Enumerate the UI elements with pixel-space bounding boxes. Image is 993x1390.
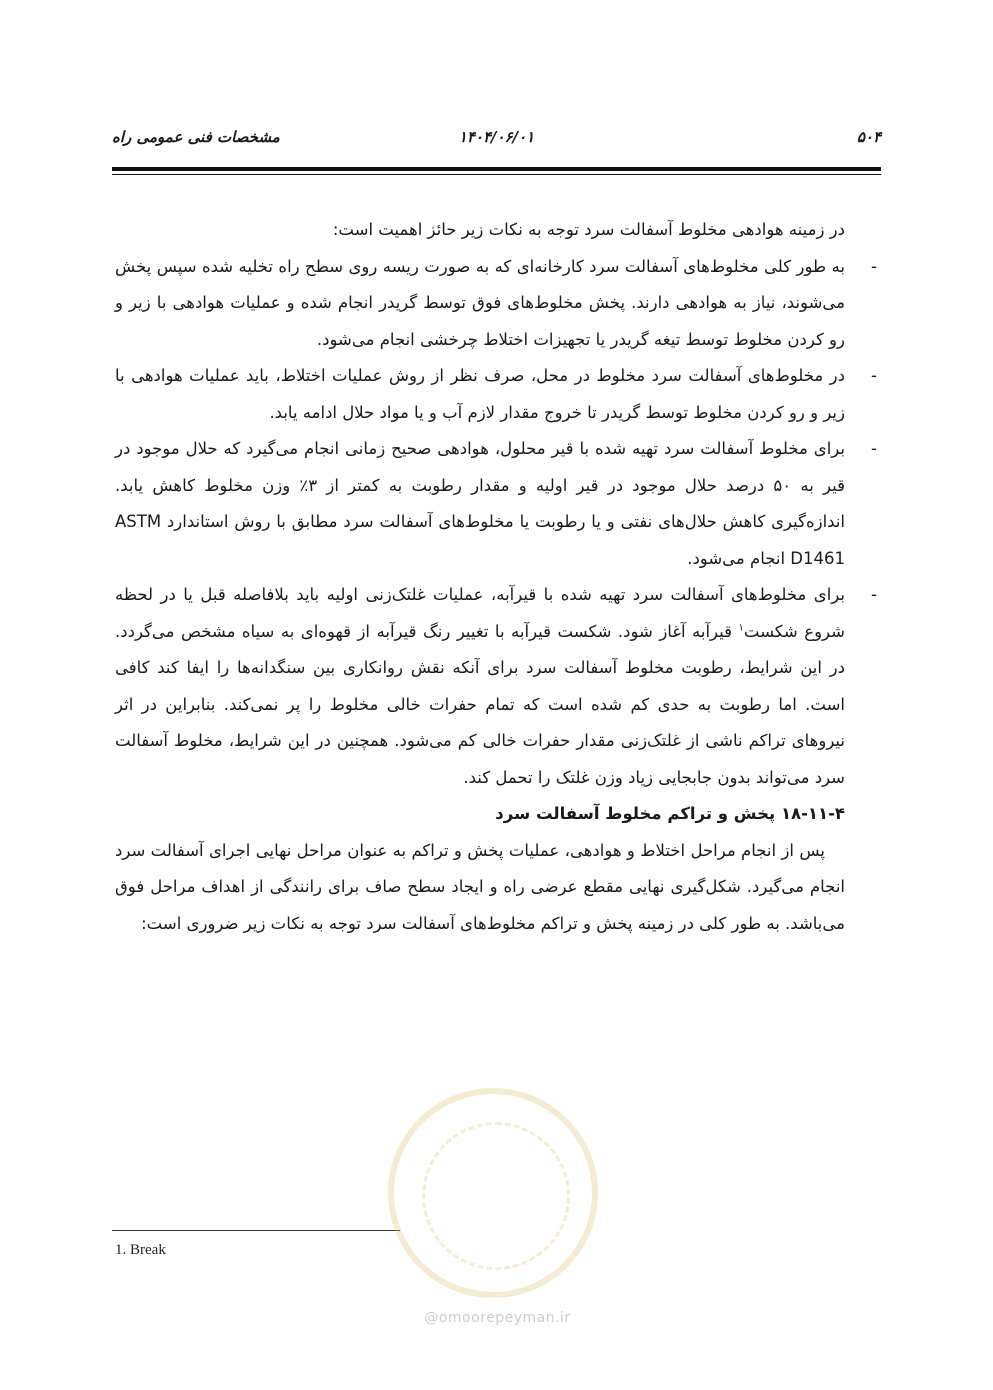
header-date: ۱۴۰۴/۰۶/۰۱ (458, 128, 535, 146)
bullet-marker: - (871, 439, 877, 458)
bullet-marker: - (871, 366, 877, 385)
footnote: 1. Break (115, 1242, 166, 1258)
watermark-seal-icon (388, 1088, 598, 1298)
bullet-list (115, 249, 877, 797)
list-item (115, 577, 877, 796)
page-header (112, 128, 881, 158)
body-content (115, 212, 877, 942)
header-title: مشخصات فنی عمومی راه (112, 128, 280, 146)
footnote-separator (112, 1230, 400, 1231)
page-number: ۵۰۴ (856, 128, 881, 146)
footnote-reference[interactable]: ۱ (738, 622, 744, 633)
list-item (115, 431, 877, 577)
header-rule-thick (112, 167, 881, 171)
section-heading: ۱۸-۱۱-۴ پخش و تراکم مخلوط آسفالت سرد (495, 804, 845, 823)
list-item (115, 249, 877, 359)
bullet-text: به طور کلی مخلوط‌های آسفالت سرد کارخانه‌ای که به صورت ریسه روی سطح راه تخلیه شده سپس پخش می‌شوند، نیاز به هوادهی دارند. پخش مخلوط‌های فوق توسط گریدر انجام شده و عملیات هوادهی با زیر و رو کردن مخلوط توسط تیغه گریدر یا تجهیزات اختلاط چرخشی انجام می‌شود. (115, 256, 845, 349)
watermark-text: @omoorepeyman.ir (424, 1310, 571, 1326)
header-rule-thin (112, 174, 881, 175)
intro-paragraph: در زمینه هوادهی مخلوط آسفالت سرد توجه به نکات زیر حائز اهمیت است: (332, 220, 845, 239)
section-paragraph: پس از انجام مراحل اختلاط و هوادهی، عملیات پخش و تراکم به عنوان مراحل نهایی اجرای آسفالت سرد انجام می‌گیرد. شکل‌گیری نهایی مقطع عرضی راه و ایجاد سطح صاف برای رانندگی از اهداف مراحل فوق می‌باشد. به طور کلی در زمینه پخش و تراکم مخلوط‌های آسفالت سرد توجه به نکات زیر ضروری است: (115, 840, 845, 933)
bullet-text-part1: برای مخلوط‌های آسفالت سرد تهیه شده با قیرآبه، عملیات غلتک‌زنی اولیه باید بلافاصله قبل یا در لحظه شروع شکست (115, 585, 845, 641)
bullet-marker: - (871, 585, 877, 604)
bullet-marker: - (871, 256, 877, 276)
bullet-text: در مخلوط‌های آسفالت سرد مخلوط در محل، صرف نظر از روش عملیات اختلاط، باید عملیات هوادهی با زیر و رو کردن مخلوط توسط گریدر تا خروج مقدار لازم آب و یا مواد حلال ادامه یابد. (115, 366, 845, 422)
watermark-inner-ring (422, 1122, 570, 1270)
bullet-text-part2: قیرآبه آغاز شود. شکست قیرآبه با تغییر رنگ قیرآبه از قهوه‌ای به سیاه مشخص می‌گردد. در این شرایط، رطوبت مخلوط آسفالت سرد برای آنکه نقش روانکاری بین سنگدانه‌ها را ایفا کند کافی است. اما رطوبت به حدی کم شده است که تمام حفرات خالی مخلوط را پر نمی‌کند. بنابراین در اثر نیروهای تراکم ناشی از غلتک‌زنی مقدار حفرات خالی کم می‌شود. همچنین در این شرایط، مخلوط آسفالت سرد می‌تواند بدون جابجایی زیاد وزن غلتک را تحمل کند. (115, 621, 845, 787)
list-item (115, 358, 877, 431)
bullet-text: برای مخلوط آسفالت سرد تهیه شده با قیر محلول، هوادهی صحیح زمانی انجام می‌گیرد که حلال موجود در قیر به ۵۰ درصد حلال موجود در قیر اولیه و مقدار رطوبت به کمتر از ۳٪ وزن مخلوط کاهش یابد. اندازه‌گیری کاهش حلال‌های نفتی و یا رطوبت یا مخلوط‌های آسفالت سرد مطابق با روش استاندارد ASTM D1461 انجام می‌شود. (115, 439, 845, 568)
